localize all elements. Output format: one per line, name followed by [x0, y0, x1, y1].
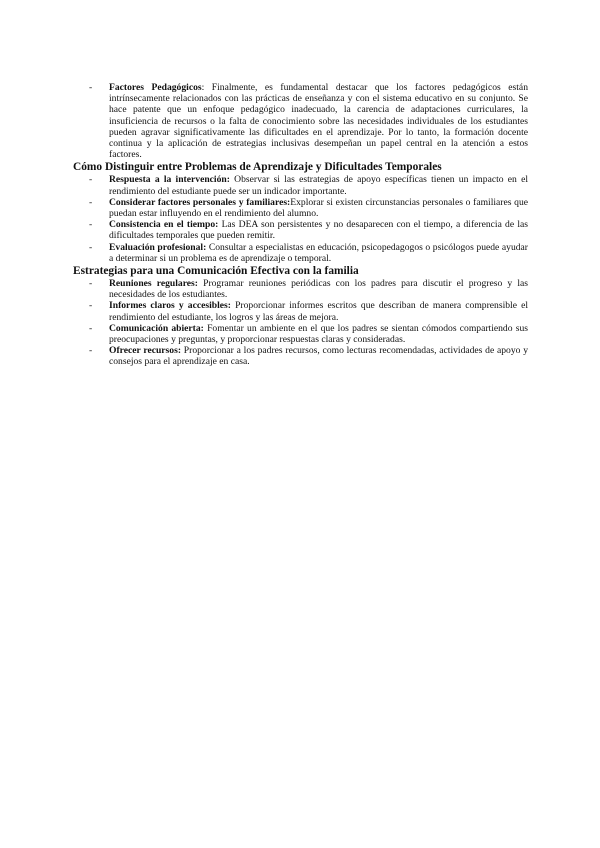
item-term: Reuniones regulares: [109, 278, 198, 290]
comunicacion-list [73, 278, 528, 368]
item-text: : Finalmente, es fundamental destacar que los factores pedagógicos están intrínsecamente relacionados con las prácticas de enseñanza y con el sistema educativo en su conjunto. Se hace patente que un enfoque pedagógico inadecuado, la carencia de adaptaciones curriculares, la insuficiencia de recursos o la falta de conocimiento sobre las necesidades individuales de los estudiantes pueden agravar significativamente las dificultades en el aprendizaje. Por lo tanto, la formación docente continua y la aplicación de estrategias inclusivas desempeñan un papel central en la atención a estos factores. [109, 82, 528, 161]
item-term: Considerar factores personales y familiares: [109, 196, 291, 208]
bullet-dash: - [89, 345, 93, 357]
list-item [73, 242, 528, 264]
item-text: Las DEA son persistentes y no desaparecen con el tiempo, a diferencia de las dificultades temporales que pueden remitir. [109, 219, 528, 242]
section-heading-comunicacion: Estrategias para una Comunicación Efectiva con la familia [73, 265, 359, 278]
item-text: Proporcionar informes escritos que describan de manera comprensible el rendimiento del estudiante, los logros y las áreas de mejora. [109, 300, 528, 323]
item-term: Factores Pedagógicos [109, 82, 202, 93]
list-item [73, 345, 528, 367]
intro-list [73, 82, 528, 160]
bullet-dash: - [89, 278, 93, 290]
item-term: Consistencia en el tiempo: [109, 219, 219, 231]
list-item [73, 219, 528, 241]
bullet-dash: - [89, 219, 93, 231]
bullet-dash: - [89, 241, 93, 253]
bullet-dash: - [89, 82, 93, 93]
list-item [73, 82, 528, 160]
item-term: Respuesta a la intervención: [109, 174, 230, 186]
list-item [73, 197, 528, 219]
item-text: Observar si las estrategias de apoyo específicas tienen un impacto en el rendimiento del estudiante puede ser un indicador importante. [109, 174, 529, 197]
bullet-dash: - [89, 300, 93, 312]
bullet-dash: - [89, 196, 93, 208]
list-item [73, 278, 528, 300]
item-text: Proporcionar a los padres recursos, como lecturas recomendadas, actividades de apoyo y consejos para el aprendizaje en casa. [109, 345, 529, 368]
item-term: Comunicación abierta: [109, 322, 204, 334]
item-text: Programar reuniones periódicas con los padres para discutir el progreso y las necesidades de los estudiantes. [109, 278, 528, 301]
section-heading-distinguir: Cómo Distinguir entre Problemas de Aprendizaje y Dificultades Temporales [73, 161, 442, 174]
item-text: Explorar si existen circunstancias personales o familiares que puedan estar influyendo en el rendimiento del alumno. [109, 196, 529, 220]
item-text: Fomentar un ambiente en el que los padres se sientan cómodos compartiendo sus preocupaciones y preguntas, y proporcionar respuestas claras y consideradas. [109, 322, 528, 346]
item-text: Consultar a especialistas en educación, psicopedagogos o psicólogos puede ayudar a determinar si un problema es de aprendizaje o temporal. [109, 241, 528, 264]
bullet-dash: - [89, 174, 93, 186]
list-item [73, 323, 528, 345]
list-item [73, 174, 528, 196]
item-term: Evaluación profesional: [109, 241, 207, 253]
document-body [73, 82, 528, 368]
list-item [73, 300, 528, 322]
bullet-dash: - [89, 322, 93, 334]
item-term: Ofrecer recursos: [109, 345, 182, 357]
distinguir-list [73, 174, 528, 264]
item-term: Informes claros y accesibles: [109, 300, 231, 312]
